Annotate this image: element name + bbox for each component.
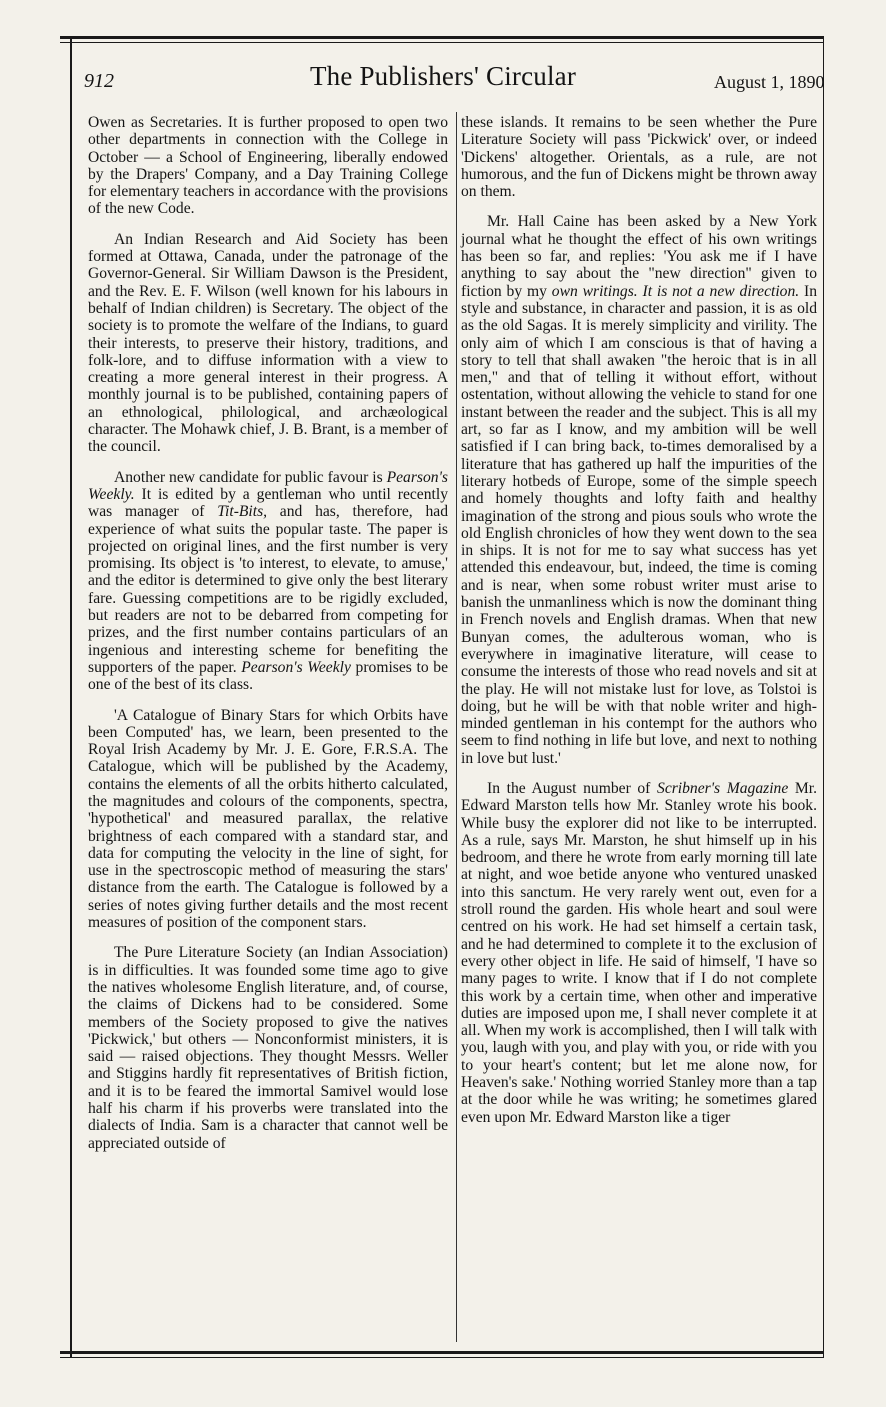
paragraph-islands-continued: these islands. It remains to be seen whether the Pure Literature Society will pass 'Pickwick' over, or indeed 'Dickens' altogether. Orientals, as a rule, are not humorous, and the fun of Dickens might be thrown away on them.: [461, 114, 817, 201]
top-border-rule-thin: [60, 42, 823, 43]
left-column: [88, 114, 448, 1152]
page-number: 912: [84, 70, 114, 92]
bottom-border-rule: [60, 1351, 823, 1354]
right-column: [461, 114, 817, 1126]
bottom-border-rule-thin: [60, 1357, 823, 1358]
paragraph-hall-caine: Mr. Hall Caine has been asked by a New York journal what he thought the effect of his own writings has been so far, and replies: 'You ask me if I have anything to say about the "new direction" given to fiction by my own writings. It is not a new direction. In style and substance, in character and passion, it is as old as the old Sagas. It is merely simplicity and virility. The only aim of which I am conscious is that of having a story to tell that shall awaken "the heroic that is in all men," and that of telling it without effort, without ostentation, without allowing the vehicle to stand for one instant between the reader and the subject. This is all my art, so far as I know, and my ambition will be well satisfied if I can bring back, to-times demoralised by a literature that has gathered up half the impurities of the literary hotbeds of Europe, some of the simple speech and homely thoughts and lofty faith and healthy imagination of the strong and pious souls who wrote the old English chronicles of how they went down to the sea in ships. It is not for me to say what success has yet attended this endeavour, but, indeed, the time is coming and is near, when some robust writer must arise to banish the unmanliness which is now the dominant thing in French novels and English dramas. When that new Bunyan comes, the adulterous woman, who is everywhere in imaginative literature, will cease to consume the interests of those who read novels and sit at the play. He will not mistake lust for love, as Tolstoi is doing, but he will be with that noble writer and high-minded gentleman in his contempt for the authors who seem to find nothing in life but love, and next to nothing in love but lust.': [461, 213, 817, 767]
issue-date: August 1, 1890: [714, 72, 825, 92]
paragraph-indian-research-society: An Indian Research and Aid Society has been formed at Ottawa, Canada, under the patronage of the Governor-General. Sir William Dawson is the President, and the Rev. E. F. Wilson (well known for his labours in behalf of Indian children) is Secretary. The object of the society is to promote the welfare of the Indians, to guard their interests, to preserve their history, traditions, and folk-lore, and to diffuse information with a view to creating a more general interest in their progress. A monthly journal is to be published, containing papers of an ethnological, philological, and archæological character. The Mohawk chief, J. B. Brant, is a member of the council.: [88, 230, 448, 456]
paragraph-pearsons-weekly: Another new candidate for public favour is Pearson's Weekly. It is edited by a gentleman who until recently was manager of Tit-Bits, and has, therefore, had experience of what suits the popular taste. The paper is projected on original lines, and the first number is very promising. Its object is 'to interest, to elevate, to amuse,' and the editor is determined to give only the best literary fare. Guessing competitions are to be rigidly excluded, but readers are not to be debarred from competing for prizes, and the first number contains particulars of an ingenious and interesting scheme for benefiting the supporters of the paper. Pearson's Weekly promises to be one of the best of its class.: [88, 468, 448, 694]
column-separator: [456, 112, 457, 1342]
left-margin-rule: [70, 36, 72, 1358]
paragraph-pure-literature-society: The Pure Literature Society (an Indian Association) is in difficulties. It was founded some time ago to give the natives wholesome English literature, and, of course, the claims of Dickens had to be considered. Some members of the Society proposed to give the natives 'Pickwick,' but others — Nonconformist ministers, it is said — raised objections. They thought Messrs. Weller and Stiggins hardly fit representatives of British fiction, and it is to be feared the immortal Samivel would lose half his charm if his proverbs were translated into the dialects of India. Sam is a character that cannot well be appreciated outside of: [88, 944, 448, 1152]
paragraph-scribners-stanley: In the August number of Scribner's Magazine Mr. Edward Marston tells how Mr. Stanley wrote his book. While busy the explorer did not like to be interrupted. As a rule, says Mr. Marston, he shut himself up in his bedroom, and there he wrote from early morning till late at night, and woe betide anyone who ventured unasked into this sanctum. He very rarely went out, even for a stroll round the garden. His whole heart and soul were centred on his work. He had set himself a certain task, and he had determined to complete it to the exclusion of every other object in life. He said of himself, 'I have so many pages to write. I know that if I do not complete this work by a certain time, when other and imperative duties are imposed upon me, I shall never complete it at all. When my work is accomplished, then I will talk with you, laugh with you, and play with you, or ride with you to your heart's content; but let me alone now, for Heaven's sake.' Nothing worried Stanley more than a tap at the door while he was writing; he sometimes glared even upon Mr. Edward Marston like a tiger: [461, 779, 817, 1126]
publication-title: The Publishers' Circular: [309, 61, 577, 91]
right-margin-rule: [823, 36, 824, 1358]
paragraph-binary-stars-catalogue: 'A Catalogue of Binary Stars for which Orbits have been Computed' has, we learn, been presented to the Royal Irish Academy by Mr. J. E. Gore, F.R.S.A. The Catalogue, which will be published by the Academy, contains the elements of all the orbits hitherto calculated, the magnitudes and colours of the components, spectra, 'hypothetical' and measured parallax, the relative brightness of each compared with a standard star, and data for computing the velocity in the line of sight, for use in the spectroscopic method of measuring the stars' distance from the earth. The Catalogue is followed by a series of notes giving further details and the most recent measures of position of the component stars.: [88, 706, 448, 932]
paragraph-secretaries-continued: Owen as Secretaries. It is further proposed to open two other departments in connection with the College in October — a School of Engineering, liberally endowed by the Drapers' Company, and a Day Training College for elementary teachers in accordance with the provisions of the new Code.: [88, 114, 448, 218]
top-border-rule: [60, 36, 823, 39]
